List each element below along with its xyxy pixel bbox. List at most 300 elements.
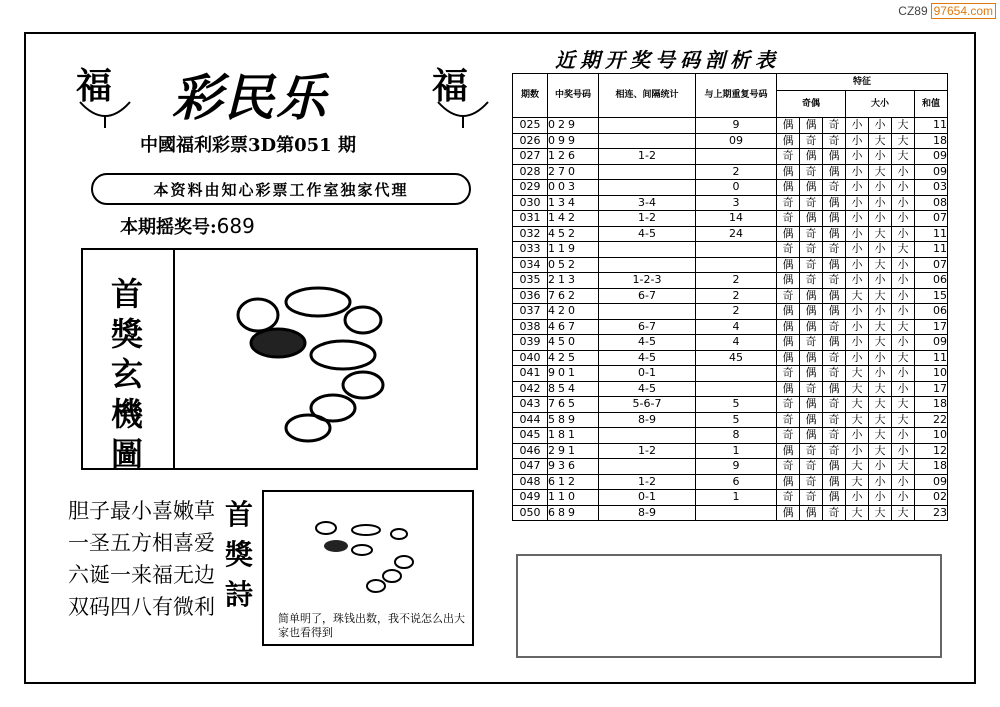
table-cell: 大 <box>869 226 892 242</box>
table-cell: 17 <box>915 319 948 335</box>
table-cell <box>696 505 777 521</box>
poem-title <box>224 495 254 615</box>
table-cell: 2 <box>696 304 777 320</box>
table-cell: 小 <box>892 490 915 506</box>
table-cell: 099 <box>548 133 599 149</box>
fu-right-tassel <box>428 100 498 130</box>
poem-caption: 简单明了，珠钱出数，我不说怎么出大家也看得到 <box>278 612 465 639</box>
table-cell: 大 <box>846 459 869 475</box>
table-cell: 3-4 <box>599 195 696 211</box>
table-cell: 小 <box>869 474 892 490</box>
table-cell: 06 <box>915 304 948 320</box>
table-cell: 043 <box>513 397 548 413</box>
table-cell: 大 <box>869 335 892 351</box>
drawn-number: 689 <box>216 214 255 238</box>
table-cell: 奇 <box>800 242 823 258</box>
diagram-char: 機 <box>110 395 143 433</box>
table-cell: 小 <box>892 443 915 459</box>
table-cell: 270 <box>548 164 599 180</box>
table-cell: 小 <box>846 226 869 242</box>
table-cell: 奇 <box>800 443 823 459</box>
table-cell: 9 <box>696 118 777 134</box>
table-cell: 589 <box>548 412 599 428</box>
table-cell: 小 <box>892 304 915 320</box>
table-cell <box>696 149 777 165</box>
table-cell: 420 <box>548 304 599 320</box>
table-cell: 大 <box>892 242 915 258</box>
table-cell: 11 <box>915 242 948 258</box>
table-cell: 052 <box>548 257 599 273</box>
table-cell: 24 <box>696 226 777 242</box>
coins-sketch <box>203 270 473 470</box>
table-cell: 大 <box>846 288 869 304</box>
table-cell: 偶 <box>823 149 846 165</box>
table-cell: 奇 <box>777 211 800 227</box>
table-cell: 小 <box>846 257 869 273</box>
table-cell: 奇 <box>777 397 800 413</box>
table-cell: 小 <box>846 304 869 320</box>
header-issue: 期数 <box>513 74 548 118</box>
table-cell: 046 <box>513 443 548 459</box>
table-row <box>513 149 948 165</box>
table-cell: 044 <box>513 412 548 428</box>
analysis-table <box>512 73 948 521</box>
table-cell: 09 <box>915 474 948 490</box>
table-row <box>513 226 948 242</box>
table-cell: 小 <box>846 428 869 444</box>
table-cell: 小 <box>846 133 869 149</box>
table-cell: 偶 <box>777 180 800 196</box>
table-cell: 大 <box>892 133 915 149</box>
table-cell: 小 <box>892 257 915 273</box>
table-cell: 小 <box>846 149 869 165</box>
table-row <box>513 273 948 289</box>
table-cell: 奇 <box>800 490 823 506</box>
table-cell: 041 <box>513 366 548 382</box>
table-cell: 1-2 <box>599 149 696 165</box>
table-cell: 小 <box>892 180 915 196</box>
table-cell: 偶 <box>823 304 846 320</box>
table-cell: 03 <box>915 180 948 196</box>
table-cell: 035 <box>513 273 548 289</box>
blank-notes-box <box>516 554 942 658</box>
table-cell: 偶 <box>777 257 800 273</box>
table-cell: 偶 <box>823 257 846 273</box>
table-cell: 11 <box>915 350 948 366</box>
table-cell: 偶 <box>800 118 823 134</box>
table-cell: 1-2-3 <box>599 273 696 289</box>
table-cell: 偶 <box>800 319 823 335</box>
table-cell: 小 <box>869 118 892 134</box>
table-cell: 偶 <box>800 397 823 413</box>
table-cell: 1-2 <box>599 443 696 459</box>
table-cell: 偶 <box>823 164 846 180</box>
table-cell: 22 <box>915 412 948 428</box>
table-cell: 奇 <box>823 319 846 335</box>
table-row <box>513 304 948 320</box>
table-cell: 偶 <box>800 211 823 227</box>
table-cell: 偶 <box>800 180 823 196</box>
table-cell: 032 <box>513 226 548 242</box>
table-cell: 0-1 <box>599 490 696 506</box>
table-row <box>513 366 948 382</box>
table-cell: 1-2 <box>599 474 696 490</box>
table-cell: 小 <box>869 350 892 366</box>
table-cell: 奇 <box>800 381 823 397</box>
table-cell: 003 <box>548 180 599 196</box>
table-row <box>513 319 948 335</box>
poem-picture-box <box>262 490 474 646</box>
table-cell: 050 <box>513 505 548 521</box>
table-cell: 奇 <box>800 273 823 289</box>
table-cell: 偶 <box>777 164 800 180</box>
table-cell: 1-2 <box>599 211 696 227</box>
table-cell <box>696 242 777 258</box>
table-cell: 14 <box>696 211 777 227</box>
table-cell: 偶 <box>777 226 800 242</box>
header-feature: 特征 <box>777 74 948 91</box>
table-cell: 小 <box>892 335 915 351</box>
table-cell: 小 <box>869 180 892 196</box>
table-cell: 奇 <box>777 288 800 304</box>
table-cell: 偶 <box>823 474 846 490</box>
table-cell: 09 <box>915 335 948 351</box>
table-cell: 小 <box>892 226 915 242</box>
table-cell: 奇 <box>777 428 800 444</box>
table-cell: 4-5 <box>599 350 696 366</box>
poem-line: 一圣五方相喜爱 <box>68 531 215 555</box>
table-cell: 134 <box>548 195 599 211</box>
table-cell: 027 <box>513 149 548 165</box>
table-cell: 12 <box>915 443 948 459</box>
table-cell <box>599 133 696 149</box>
diagram-char: 獎 <box>110 315 143 353</box>
table-row <box>513 381 948 397</box>
table-cell: 028 <box>513 164 548 180</box>
table-cell: 038 <box>513 319 548 335</box>
table-cell: 033 <box>513 242 548 258</box>
table-cell: 049 <box>513 490 548 506</box>
fu-left-tassel <box>70 100 140 130</box>
table-cell: 126 <box>548 149 599 165</box>
table-row <box>513 443 948 459</box>
table-cell: 142 <box>548 211 599 227</box>
poem-line: 胆子最小喜嫩草 <box>68 499 215 523</box>
table-cell: 偶 <box>823 226 846 242</box>
table-cell: 036 <box>513 288 548 304</box>
table-cell: 奇 <box>777 459 800 475</box>
table-cell: 大 <box>846 366 869 382</box>
table-cell: 大 <box>892 319 915 335</box>
table-row <box>513 180 948 196</box>
table-cell: 5-6-7 <box>599 397 696 413</box>
table-cell: 1 <box>696 443 777 459</box>
header-sum: 和值 <box>915 91 948 118</box>
table-cell: 大 <box>846 505 869 521</box>
table-cell: 4 <box>696 319 777 335</box>
table-cell: 小 <box>869 273 892 289</box>
table-cell: 小 <box>892 381 915 397</box>
table-cell: 901 <box>548 366 599 382</box>
table-cell: 偶 <box>800 350 823 366</box>
table-cell: 09 <box>915 149 948 165</box>
table-cell: 小 <box>869 304 892 320</box>
table-row <box>513 490 948 506</box>
table-row <box>513 195 948 211</box>
table-cell: 奇 <box>800 257 823 273</box>
coins-sketch-small <box>304 514 454 606</box>
table-cell: 689 <box>548 505 599 521</box>
table-cell: 大 <box>869 443 892 459</box>
table-cell: 大 <box>892 397 915 413</box>
table-cell: 025 <box>513 118 548 134</box>
table-cell: 奇 <box>823 118 846 134</box>
table-cell: 048 <box>513 474 548 490</box>
table-cell: 2 <box>696 288 777 304</box>
brand-logo: 彩民乐 <box>172 68 328 127</box>
table-cell: 小 <box>869 149 892 165</box>
table-row <box>513 412 948 428</box>
table-cell <box>696 366 777 382</box>
table-cell: 大 <box>869 412 892 428</box>
table-cell: 偶 <box>800 428 823 444</box>
table-cell: 奇 <box>800 164 823 180</box>
table-cell: 偶 <box>777 443 800 459</box>
table-cell: 936 <box>548 459 599 475</box>
table-cell: 612 <box>548 474 599 490</box>
issue-line: 中國福利彩票3D第051 期 <box>140 135 356 156</box>
poem-title-char: 首 <box>224 498 253 531</box>
table-cell: 小 <box>892 428 915 444</box>
header-size: 大小 <box>846 91 915 118</box>
table-cell: 大 <box>846 381 869 397</box>
table-cell: 奇 <box>823 366 846 382</box>
table-cell: 小 <box>846 335 869 351</box>
table-cell: 小 <box>892 195 915 211</box>
table-title: 近期开奖号码剖析表 <box>555 48 780 72</box>
table-cell: 8-9 <box>599 505 696 521</box>
table-cell: 181 <box>548 428 599 444</box>
table-cell: 大 <box>892 149 915 165</box>
table-cell <box>599 242 696 258</box>
table-cell: 奇 <box>800 133 823 149</box>
watermark-site[interactable]: 97654.com <box>931 3 996 19</box>
table-cell: 4-5 <box>599 226 696 242</box>
table-cell: 8-9 <box>599 412 696 428</box>
table-cell <box>599 164 696 180</box>
table-cell: 小 <box>846 319 869 335</box>
table-cell: 18 <box>915 459 948 475</box>
table-cell: 09 <box>696 133 777 149</box>
table-row <box>513 211 948 227</box>
table-cell: 10 <box>915 428 948 444</box>
table-cell: 大 <box>846 397 869 413</box>
table-cell: 15 <box>915 288 948 304</box>
table-cell: 06 <box>915 273 948 289</box>
table-cell: 18 <box>915 397 948 413</box>
table-cell: 偶 <box>777 273 800 289</box>
table-cell: 小 <box>869 490 892 506</box>
table-cell: 9 <box>696 459 777 475</box>
table-cell: 小 <box>846 164 869 180</box>
table-cell <box>599 118 696 134</box>
diagram-title <box>97 274 157 474</box>
table-cell: 偶 <box>777 381 800 397</box>
table-cell: 452 <box>548 226 599 242</box>
table-cell: 小 <box>846 211 869 227</box>
table-cell: 047 <box>513 459 548 475</box>
table-cell: 偶 <box>823 211 846 227</box>
table-cell: 4-5 <box>599 381 696 397</box>
table-cell: 偶 <box>800 149 823 165</box>
table-cell: 大 <box>846 474 869 490</box>
drawn-label: 本期摇奖号: <box>120 217 217 238</box>
table-row <box>513 397 948 413</box>
poem-line: 六诞一来福无边 <box>68 563 215 587</box>
table-cell: 小 <box>892 164 915 180</box>
table-cell: 小 <box>892 211 915 227</box>
first-prize-diagram-box <box>81 248 478 473</box>
table-cell: 偶 <box>823 490 846 506</box>
table-cell: 110 <box>548 490 599 506</box>
table-cell: 小 <box>892 273 915 289</box>
header-adjacent: 相连、间隔统计 <box>599 74 696 118</box>
table-cell: 4 <box>696 335 777 351</box>
poem-title-char: 詩 <box>224 578 253 611</box>
table-cell: 奇 <box>777 412 800 428</box>
agency-banner: 本资料由知心彩票工作室独家代理 <box>91 173 471 205</box>
table-cell: 11 <box>915 118 948 134</box>
table-cell: 大 <box>846 412 869 428</box>
table-cell: 小 <box>869 211 892 227</box>
table-cell <box>599 304 696 320</box>
table-row <box>513 350 948 366</box>
table-cell: 09 <box>915 164 948 180</box>
table-cell: 奇 <box>800 459 823 475</box>
table-cell: 大 <box>892 350 915 366</box>
fu-left: 福 <box>76 65 113 107</box>
poem-title-char: 獎 <box>224 538 253 571</box>
table-cell: 小 <box>869 195 892 211</box>
table-cell: 0 <box>696 180 777 196</box>
table-cell: 029 <box>513 180 548 196</box>
table-cell: 奇 <box>777 195 800 211</box>
table-cell: 10 <box>915 366 948 382</box>
table-cell: 奇 <box>823 428 846 444</box>
table-cell: 大 <box>869 257 892 273</box>
table-cell: 6-7 <box>599 288 696 304</box>
table-cell <box>599 257 696 273</box>
table-cell: 偶 <box>823 195 846 211</box>
table-cell: 6-7 <box>599 319 696 335</box>
table-cell: 18 <box>915 133 948 149</box>
table-cell: 425 <box>548 350 599 366</box>
table-cell: 奇 <box>800 335 823 351</box>
table-cell: 小 <box>869 242 892 258</box>
watermark <box>898 4 996 18</box>
table-cell: 2 <box>696 273 777 289</box>
table-row <box>513 242 948 258</box>
table-cell: 偶 <box>823 459 846 475</box>
table-cell: 大 <box>869 428 892 444</box>
table-cell: 5 <box>696 397 777 413</box>
poem-line: 双码四八有微利 <box>68 595 215 619</box>
table-cell: 小 <box>846 350 869 366</box>
table-cell: 042 <box>513 381 548 397</box>
table-cell: 奇 <box>823 412 846 428</box>
table-cell: 偶 <box>800 304 823 320</box>
table-cell: 17 <box>915 381 948 397</box>
table-cell: 偶 <box>777 474 800 490</box>
table-cell: 小 <box>846 118 869 134</box>
table-cell: 偶 <box>823 335 846 351</box>
table-cell: 07 <box>915 257 948 273</box>
table-cell: 030 <box>513 195 548 211</box>
table-cell: 奇 <box>777 149 800 165</box>
table-cell: 奇 <box>823 273 846 289</box>
table-cell: 奇 <box>777 490 800 506</box>
table-cell: 偶 <box>777 118 800 134</box>
table-cell: 奇 <box>823 180 846 196</box>
table-cell: 07 <box>915 211 948 227</box>
table-row <box>513 335 948 351</box>
table-row <box>513 505 948 521</box>
table-cell: 762 <box>548 288 599 304</box>
table-cell: 5 <box>696 412 777 428</box>
table-row <box>513 459 948 475</box>
table-cell: 奇 <box>823 242 846 258</box>
diagram-divider <box>173 250 175 468</box>
fu-right: 福 <box>432 65 469 107</box>
table-cell: 029 <box>548 118 599 134</box>
table-cell: 大 <box>892 459 915 475</box>
table-cell: 08 <box>915 195 948 211</box>
poem-lines <box>68 495 215 623</box>
table-row <box>513 118 948 134</box>
table-cell: 213 <box>548 273 599 289</box>
table-cell: 小 <box>892 366 915 382</box>
table-cell: 450 <box>548 335 599 351</box>
table-cell: 8 <box>696 428 777 444</box>
table-cell: 奇 <box>823 133 846 149</box>
table-row <box>513 164 948 180</box>
diagram-char: 玄 <box>110 355 143 393</box>
table-cell: 奇 <box>823 397 846 413</box>
table-cell: 奇 <box>800 226 823 242</box>
table-cell: 2 <box>696 164 777 180</box>
table-cell: 045 <box>513 428 548 444</box>
table-cell: 026 <box>513 133 548 149</box>
table-cell: 小 <box>846 490 869 506</box>
table-cell: 040 <box>513 350 548 366</box>
table-row <box>513 474 948 490</box>
table-cell: 765 <box>548 397 599 413</box>
table-cell: 奇 <box>800 474 823 490</box>
table-cell: 大 <box>869 288 892 304</box>
table-cell: 大 <box>869 505 892 521</box>
table-cell: 小 <box>846 180 869 196</box>
table-cell: 119 <box>548 242 599 258</box>
table-cell: 奇 <box>823 505 846 521</box>
diagram-char: 圖 <box>110 435 143 473</box>
diagram-char: 首 <box>110 275 143 313</box>
table-cell: 小 <box>846 443 869 459</box>
table-cell: 小 <box>846 273 869 289</box>
table-cell: 偶 <box>777 304 800 320</box>
table-cell: 854 <box>548 381 599 397</box>
table-cell: 291 <box>548 443 599 459</box>
table-cell: 偶 <box>800 412 823 428</box>
